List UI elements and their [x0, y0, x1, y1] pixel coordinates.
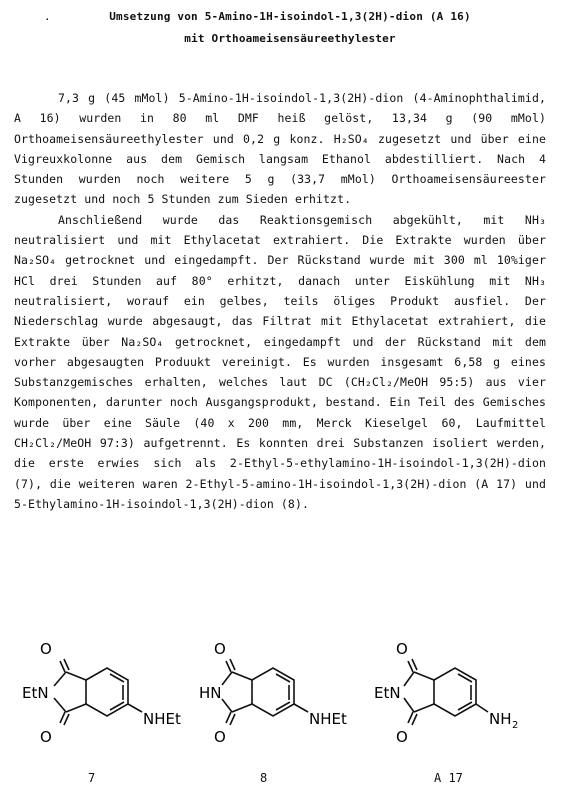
title-line-2: mit Orthoameisensäureethylester: [184, 32, 396, 45]
structure-a17-oxygen-bottom: O: [396, 728, 408, 746]
structure-a17-label: A 17: [434, 771, 463, 785]
structure-a17-n-group: EtN: [374, 684, 401, 702]
structure-7: [0, 640, 190, 760]
title-line-1: Umsetzung von 5-Amino-1H-isoindol-1,3(2H)-dion (A 16): [109, 10, 471, 23]
structure-7-substituent: NHEt: [143, 710, 181, 728]
structure-7-n-group: EtN: [22, 684, 49, 702]
structure-8-drawing: [196, 640, 356, 760]
structure-7-oxygen-top: O: [40, 640, 52, 658]
structure-8-substituent: NHEt: [309, 710, 347, 728]
structure-a17-oxygen-top: O: [396, 640, 408, 658]
structure-7-drawing: [0, 640, 190, 760]
header-marker: .: [44, 10, 51, 23]
paragraph-1: 7,3 g (45 mMol) 5-Amino-1H-isoindol-1,3(2H)-dion (4-Aminophthalimid, A 16) wurden in 80 ml DMF heiß gelöst, 13,34 g (90 mMol) Orthoameisensäureethylester und 0,2 g konz. H₂SO₄ zugesetzt und über eine Vigreuxkolonne aus dem Gemisch langsam Ethanol abdestilliert. Nach 4 Stunden wurden noch weitere 5 g (33,7 mMol) Orthoameisensäureester zugesetzt und noch 5 Stunden zum Sieden erhitzt.: [14, 91, 546, 207]
structure-a17-drawing: [372, 640, 542, 760]
structure-7-label: 7: [88, 771, 96, 785]
structure-a17: [372, 640, 542, 760]
structure-8-label: 8: [260, 771, 268, 785]
body-text: [14, 88, 546, 514]
structure-a17-substituent: NH: [489, 710, 512, 728]
structure-8-oxygen-top: O: [214, 640, 226, 658]
structure-8-n-group: HN: [199, 684, 222, 702]
paragraph-2: Anschließend wurde das Reaktionsgemisch abgekühlt, mit NH₃ neutralisiert und mit Ethylacetat extrahiert. Die Extrakte wurden über Na₂SO₄ getrocknet und eingedampft. Der Rückstand wurde mit 300 ml 10%iger HCl drei Stunden auf 80° erhitzt, danach unter Eiskühlung mit NH₃ neutralisiert, worauf ein gelbes, teils öliges Produkt ausfiel. Der Niederschlag wurde abgesaugt, das Filtrat mit Ethylacetat extrahiert, die Extrakte über Na₂SO₄ getrocknet, eingedampft und der Rückstand mit dem vorher abgesaugten Produukt vereinigt. Es wurden insgesamt 6,58 g eines Substanzgemisches erhalten, welches laut DC (CH₂Cl₂/MeOH 95:5) aus vier Komponenten, darunter noch Ausgangsprodukt, bestand. Ein Teil des Gemisches wurde über eine Säule (40 x 200 mm, Merck Kieselgel 60, Laufmittel CH₂Cl₂/MeOH 97:3) aufgetrennt. Es konnten drei Substanzen isoliert werden, die erste erwies sich als 2-Ethyl-5-ethylamino-1H-isoindol-1,3(2H)-dion (7), die weiteren waren 2-Ethyl-5-amino-1H-isoindol-1,3(2H)-dion (A 17) und 5-Ethylamino-1H-isoindol-1,3(2H)-dion (8).: [14, 212, 546, 511]
structure-a17-substituent-subscript: 2: [512, 720, 519, 731]
structure-7-oxygen-bottom: O: [40, 728, 52, 746]
structure-8: [196, 640, 356, 760]
structure-8-oxygen-bottom: O: [214, 728, 226, 746]
